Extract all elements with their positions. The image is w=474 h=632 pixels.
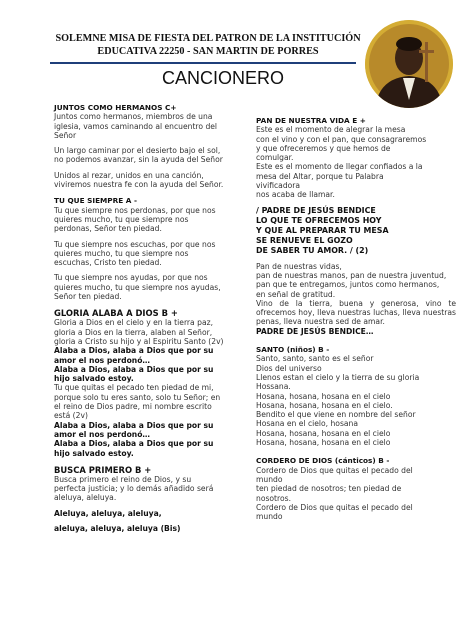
- song-title: TU QUE SIEMPRE A -: [54, 196, 138, 206]
- verse: Unidos al rezar, unidos en una canción, viviremos nuestra fe con la ayuda del Señor.: [54, 170, 224, 190]
- song-pan-de-nuestra-vida: [256, 116, 456, 336]
- verse: Juntos como hermanos, miembros de una iglesia, vamos caminando al encuentro del Señor: [54, 112, 218, 140]
- chorus: Aleluya, aleluya, aleluya,: [54, 508, 162, 518]
- verse: Santo, santo, santo es el señor Dios del universo Llenos estan el cielo y la tierra de su gloria Hossana. Hosana, hosana, hosana en el cielo Hosana, hosana, hosana en el cielo. Bendito el que viene en nombre del señor Hosana en el cielo, hosana Hosana, hosana, hosana en el cielo Hosana, hosana, hosana en el cielo: [256, 354, 420, 448]
- verse: Tu que siempre nos escuchas, por que nos quieres mucho, tu que siempre nos escuchas, Cristo ten piedad.: [54, 239, 216, 268]
- chorus: Alaba a Dios, alaba a Dios que por su amor el nos perdonó… Alaba a Dios, alaba a Dios que por su hijo salvado estoy.: [54, 420, 214, 458]
- song-juntos-como-hermanos: [54, 103, 251, 189]
- verse: Busca primero el reino de Dios, y su perfecta justicia; y lo demás añadido será aleluya, aleluya.: [54, 474, 214, 503]
- header-line-1: SOLEMNE MISA DE FIESTA DEL PATRON DE LA INSTITUCIÓN: [55, 33, 361, 44]
- song-title: GLORIA ALABA A DIOS B +: [54, 308, 178, 319]
- chorus: / PADRE DE JESÚS BENDICE LO QUE TE OFRECEMOS HOY Y QUE AL PREPARAR TU MESA SE RENUEVE EL GOZO DE SABER TU AMOR. / (2): [256, 205, 389, 255]
- song-title: CORDERO DE DIOS (cánticos) B -: [256, 456, 390, 466]
- song-title: BUSCA PRIMERO B +: [54, 464, 152, 475]
- header-title: [52, 32, 364, 58]
- verse: Tu que siempre nos perdonas, por que nos quieres mucho, tu que siempre nos perdonas, Señor ten piedad.: [54, 205, 216, 234]
- chorus: PADRE DE JESÚS BENDICE…: [256, 326, 374, 336]
- left-column: [54, 103, 251, 540]
- verse: Cordero de Dios que quitas el pecado del mundo ten piedad de nosotros; ten piedad de nosotros. Cordero de Dios que quitas el pecado del mundo: [256, 465, 413, 522]
- header-line-2: EDUCATIVA 22250 - SAN MARTIN DE PORRES: [97, 46, 319, 57]
- verse: Pan de nuestras vidas, pan de nuestras manos, pan de nuestra juventud, pan que te entregamos, juntos como hermanos, en señal de gratitud. Vino de la tierra, buena y generosa, vino te ofrecemos hoy, lleva nuestras luchas, lleva nuestras penas, lleva nuestra sed de amar.: [256, 261, 456, 327]
- verse: Tu que siempre nos ayudas, por que nos quieres mucho, tu que siempre nos ayudas, Señor ten piedad.: [54, 273, 221, 302]
- song-title: PAN DE NUESTRA VIDA E +: [256, 116, 366, 125]
- document-title: CANCIONERO: [161, 68, 284, 88]
- song-cordero-de-dios: [256, 456, 456, 521]
- right-column: [256, 116, 456, 528]
- song-tu-que-siempre: [54, 196, 251, 301]
- header-rule: [50, 62, 356, 64]
- chorus: aleluya, aleluya, aleluya (Bis): [54, 523, 181, 533]
- song-busca-primero: [54, 465, 251, 533]
- song-title: JUNTOS COMO HERMANOS C+: [54, 103, 177, 112]
- song-gloria: [54, 308, 251, 457]
- verse: Un largo caminar por el desierto bajo el sol, no podemos avanzar, sin la ayuda del Señor: [54, 146, 223, 165]
- saint-portrait: [365, 20, 453, 108]
- song-santo: [256, 345, 456, 447]
- verse: Este es el momento de alegrar la mesa con el vino y con el pan, que consagraremos y que ofreceremos y que hemos de comulgar. Este es el momento de llegar confiados a la mesa del Altar, porque tu Palabra vivificadora nos acaba de llamar.: [256, 125, 427, 200]
- verse: Tu que quitas el pecado ten piedad de mi, porque solo tu eres santo, solo tu Señor; en el reino de Dios padre, mi nombre escrito está (2v): [54, 383, 221, 421]
- chorus: Alaba a Dios, alaba a Dios que por su amor el nos perdonó… Alaba a Dios, alaba a Dios que por su hijo salvado estoy.: [54, 346, 214, 384]
- verse: Gloria a Dios en el cielo y en la tierra paz, gloria a Dios en la tierra, alaben al Señor, gloria a Cristo su hijo y al Espiritu Santo (2v): [54, 318, 224, 346]
- song-title: SANTO (niños) B -: [256, 345, 330, 355]
